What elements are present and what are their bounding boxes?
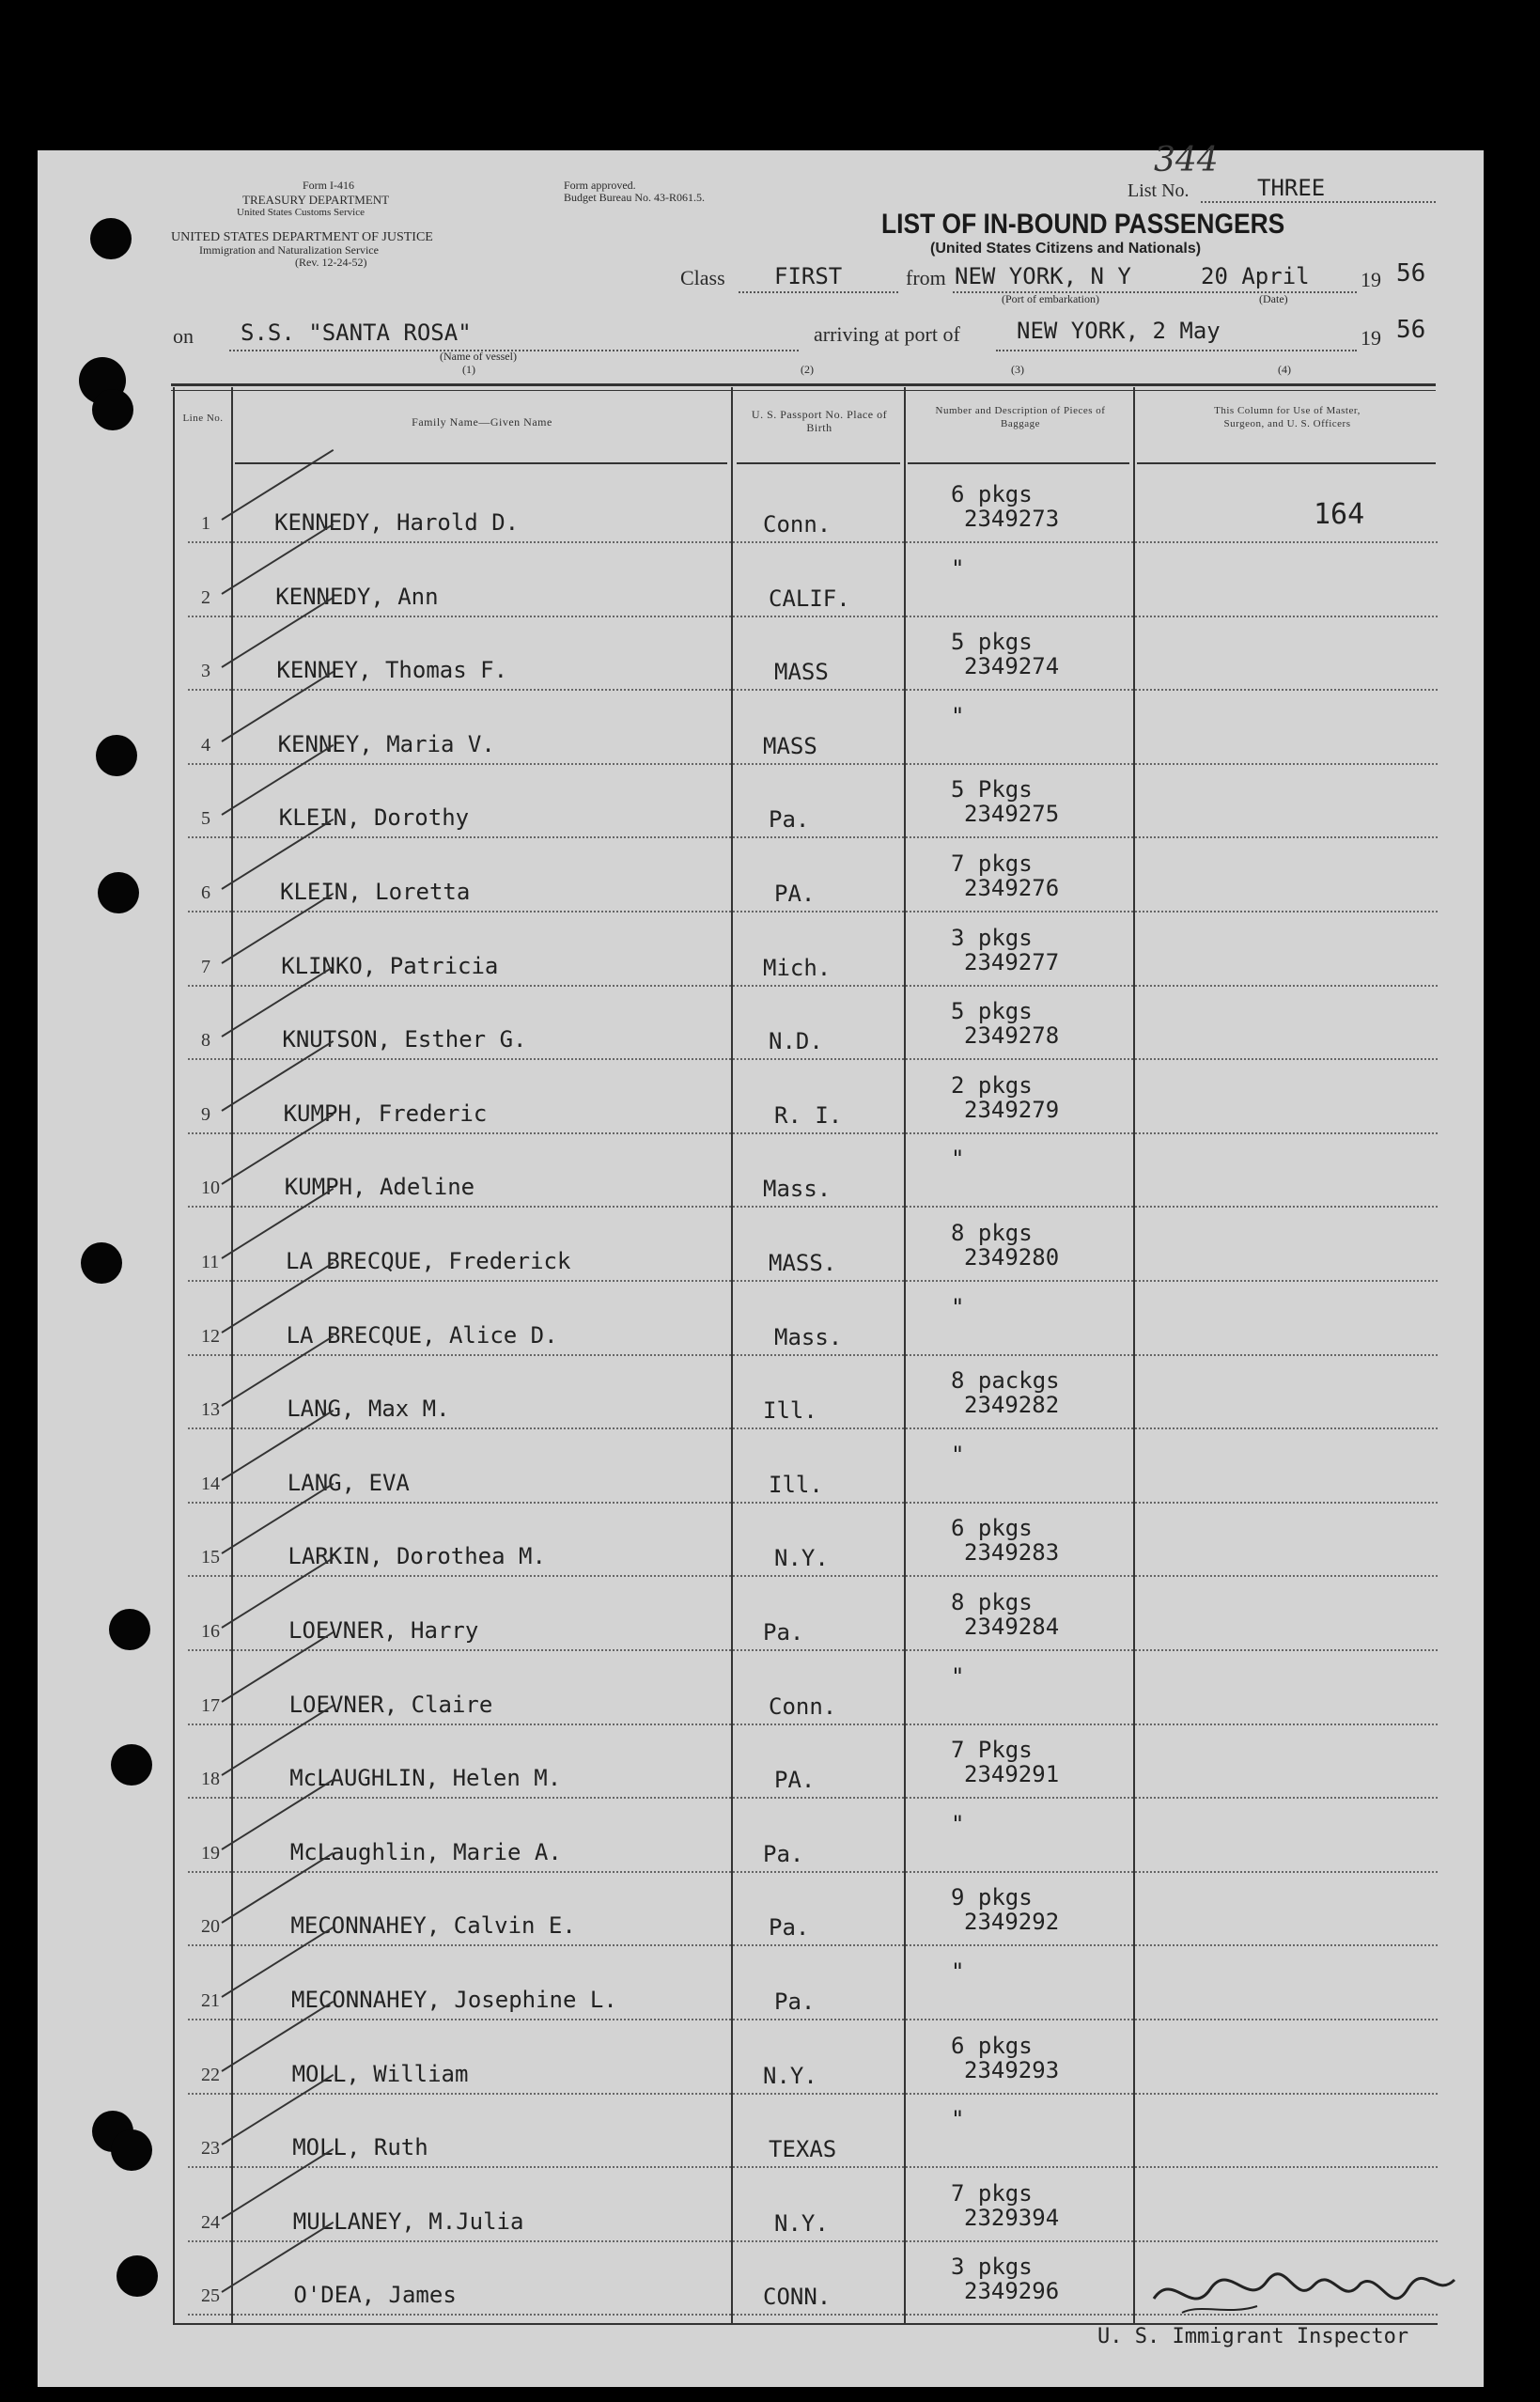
baggage-count: " [951,702,965,729]
page-subtitle: (United States Citizens and Nationals) [930,241,1202,257]
place-of-birth: Ill. [763,1397,817,1425]
place-of-birth: N.Y. [763,2062,817,2089]
baggage-count: " [951,1293,965,1320]
line-number: 5 [201,808,210,830]
class-value: FIRST [774,263,843,289]
line-number: 3 [201,661,210,682]
line-number: 19 [201,1842,220,1864]
line-number: 17 [201,1694,220,1716]
passenger-name: LOEVNER, Harry [288,1617,479,1644]
baggage-count: " [951,2106,965,2133]
baggage-ticket: 2349284 [964,1614,1060,1640]
passenger-name: KENNEY, Maria V. [277,730,495,757]
budget-bureau: Budget Bureau No. 43-R061.5. [564,191,705,204]
row-separator [188,1502,1438,1504]
place-of-birth: Ill. [769,1471,823,1498]
place-of-birth: CONN. [763,2284,832,2311]
baggage-count: 3 pkgs [951,2254,1033,2281]
row-separator [188,2240,1438,2242]
table-top-rule-2 [171,390,1436,391]
passport-col-divider [904,387,906,2325]
place-of-birth: R. I. [774,1101,843,1129]
baggage-ticket: 2349278 [964,1022,1060,1050]
arriving-value: NEW YORK, 2 May [1017,318,1221,344]
line-col-divider [231,387,233,2325]
passenger-name: MOLL, William [291,2060,469,2087]
baggage-ticket: 2349277 [964,948,1060,975]
place-of-birth: Pa. [763,1840,804,1867]
passenger-name: LA BRECQUE, Frederick [286,1248,571,1274]
baggage-count: 7 pkgs [951,850,1033,877]
row-separator [188,2019,1438,2020]
row-separator [188,1354,1438,1356]
punch-hole-icon [96,735,137,776]
baggage-count: 9 pkgs [951,1884,1033,1911]
passenger-name: MOLL, Ruth [292,2134,428,2161]
passenger-name: McLAUGHLIN, Helen M. [289,1765,562,1792]
year-prefix-2: 19 [1361,326,1381,350]
from-date: 20 April [1201,263,1310,289]
place-of-birth: Pa. [763,1619,804,1646]
port-embarkation-caption: (Port of embarkation) [1002,292,1099,305]
row-separator [188,763,1438,765]
revision: (Rev. 12-24-52) [295,256,367,269]
baggage-ticket: 2349276 [964,875,1060,901]
place-of-birth: Mich. [763,954,832,981]
baggage-ticket: 2349292 [964,1909,1060,1936]
row-separator [188,689,1438,691]
passenger-name: KLINKO, Patricia [281,952,499,979]
row-separator [188,1280,1438,1282]
line-number: 24 [201,2211,220,2233]
passenger-name: KENNEDY, Ann [275,583,439,610]
row-separator [188,1724,1438,1725]
class-label: Class [680,266,725,289]
passenger-name: McLaughlin, Marie A. [289,1838,562,1865]
dept-of-justice: UNITED STATES DEPARTMENT OF JUSTICE [171,230,433,244]
passenger-name: KLEIN, Dorothy [278,804,470,832]
header-passport: U. S. Passport No. Place of Birth [751,408,888,434]
passenger-name: KNUTSON, Esther G. [282,1026,527,1053]
row-separator [188,1132,1438,1134]
row-separator [188,1944,1438,1946]
punch-hole-icon [111,2129,152,2171]
line-number: 16 [201,1621,220,1642]
col-num-2: (2) [801,363,814,376]
on-label: on [173,324,194,348]
baggage-count: 7 pkgs [951,2179,1033,2207]
baggage-ticket: 2349291 [964,1761,1060,1788]
line-number: 7 [201,956,210,977]
row-separator [188,541,1438,543]
place-of-birth: Pa. [769,806,810,834]
line-number: 14 [201,1473,220,1494]
punch-hole-icon [98,872,139,913]
passenger-name: MULLANEY, M.Julia [292,2207,524,2235]
baggage-count: " [951,1146,965,1173]
row-separator [188,1427,1438,1429]
baggage-ticket: 2349282 [964,1392,1060,1419]
baggage-count: " [951,1441,965,1468]
row-separator [188,2166,1438,2168]
place-of-birth: N.Y. [774,1545,829,1572]
passenger-name: MECONNAHEY, Calvin E. [290,1912,576,1940]
baggage-col-divider [1133,387,1135,2325]
table-top-rule [171,383,1436,386]
place-of-birth: Mass. [763,1176,832,1203]
line-number: 4 [201,734,210,756]
place-of-birth: Pa. [769,1914,810,1942]
line-number: 21 [201,1990,220,2011]
list-no-line [1201,201,1436,203]
inspector-title: U. S. Immigrant Inspector [1097,2325,1409,2348]
line-number: 13 [201,1399,220,1421]
line-number: 20 [201,1916,220,1938]
customs-service: United States Customs Service [237,207,365,218]
line-number: 9 [201,1103,210,1125]
baggage-ticket: 2349274 [964,653,1060,680]
passenger-name: LANG, EVA [287,1469,410,1496]
line-number: 10 [201,1178,220,1199]
place-of-birth: Mass. [774,1323,843,1350]
baggage-ticket: 2349279 [964,1096,1060,1123]
row-separator [188,836,1438,838]
punch-hole-icon [117,2255,158,2297]
officer-note: 164 [1314,498,1365,531]
baggage-count: " [951,1662,965,1690]
passenger-name: KENNEDY, Harold D. [274,509,520,536]
vessel-caption: (Name of vessel) [440,350,517,363]
place-of-birth: PA. [774,881,816,907]
header-baggage: Number and Description of Pieces of Baggage [935,405,1106,429]
punch-hole-icon [81,1242,122,1284]
baggage-ticket: 2349275 [964,801,1060,828]
place-of-birth: PA. [774,1767,816,1794]
baggage-count: 8 packgs [951,1367,1060,1395]
punch-hole-icon [90,218,132,259]
passenger-name: MECONNAHEY, Josephine L. [291,1987,617,2013]
row-separator [188,985,1438,987]
line-number: 12 [201,1325,220,1347]
baggage-count: 5 pkgs [951,629,1033,656]
passenger-name: LANG, Max M. [287,1396,450,1423]
baggage-ticket: 2349283 [964,1539,1060,1567]
baggage-count: 6 pkgs [951,481,1033,507]
name-col-divider [731,387,733,2325]
baggage-count: 5 Pkgs [951,776,1033,803]
line-number: 2 [201,586,210,608]
baggage-count: " [951,1810,965,1837]
row-separator [188,1871,1438,1873]
row-separator [188,1797,1438,1799]
vessel-name: S.S. "SANTA ROSA" [241,320,472,346]
immigration-service: Immigration and Naturalization Service [199,243,379,257]
place-of-birth: TEXAS [769,2136,837,2163]
passenger-name: LARKIN, Dorothea M. [288,1543,546,1570]
row-separator [188,616,1438,617]
baggage-ticket: 2329394 [964,2204,1060,2231]
date-caption: (Date) [1259,292,1288,305]
baggage-count: 6 pkgs [951,2032,1033,2059]
baggage-count: 6 pkgs [951,1515,1033,1542]
passenger-name: KENNEY, Thomas F. [276,657,508,684]
line-number: 18 [201,1769,220,1790]
form-approved: Form approved. [564,179,636,192]
place-of-birth: N.Y. [774,2209,829,2237]
line-number: 1 [201,513,210,534]
row-separator [188,911,1438,912]
form-number: Form I-416 [303,179,354,192]
passenger-name: KLEIN, Loretta [280,879,471,905]
col-num-1: (1) [462,363,475,376]
line-number: 22 [201,2064,220,2085]
punch-hole-icon [109,1609,150,1650]
header-name: Family Name—Given Name [412,415,552,429]
col-num-3: (3) [1011,363,1024,376]
place-of-birth: N.D. [769,1028,823,1055]
page-title: LIST OF IN-BOUND PASSENGERS [881,209,1285,240]
line-number: 8 [201,1030,210,1052]
punch-hole-icon [92,389,133,430]
list-no-value: THREE [1257,175,1326,201]
list-no-label: List No. [1128,180,1190,201]
passenger-name: O'DEA, James [293,2282,457,2309]
baggage-count: 5 pkgs [951,998,1033,1025]
header-bottom-rule-officers [1137,462,1436,464]
table-left-border [173,387,175,2325]
from-value: NEW YORK, N Y [955,263,1131,289]
place-of-birth: Conn. [769,1692,837,1720]
inspector-signature [1144,2261,1464,2327]
place-of-birth: MASS [763,732,817,759]
row-separator [188,1649,1438,1651]
baggage-count: 3 pkgs [951,924,1033,951]
line-number: 25 [201,2285,220,2307]
passenger-name: LA BRECQUE, Alice D. [286,1321,558,1349]
passenger-name: LOEVNER, Claire [288,1691,493,1718]
baggage-ticket: 2349293 [964,2056,1060,2083]
header-line-no: Line No. [182,413,224,424]
header-officers: This Column for Use of Master, Surgeon, and U. S. Officers [1214,405,1361,429]
place-of-birth: MASS. [769,1250,837,1276]
arriving-label: arriving at port of [814,322,960,346]
year-1: 56 [1396,259,1426,288]
row-separator [188,2093,1438,2095]
place-of-birth: MASS [774,659,829,686]
baggage-count: 8 pkgs [951,1589,1033,1615]
passenger-name: KUMPH, Adeline [284,1174,475,1201]
year-prefix-1: 19 [1361,268,1381,291]
handwritten-page-number: 344 [1154,141,1219,179]
line-number: 6 [201,882,210,903]
baggage-ticket: 2349273 [964,506,1060,532]
baggage-count: 2 pkgs [951,1071,1033,1099]
baggage-count: " [951,1958,965,1985]
header-bottom-rule-baggage [908,462,1129,464]
place-of-birth: CALIF. [769,585,850,612]
col-num-4: (4) [1278,363,1291,376]
line-number: 11 [201,1252,220,1272]
treasury-department: TREASURY DEPARTMENT [242,193,390,207]
year-2: 56 [1396,316,1426,344]
baggage-ticket: 2349296 [964,2278,1060,2305]
passenger-name: KUMPH, Frederic [283,1100,488,1127]
arriving-line [996,350,1357,351]
header-bottom-rule-passport [737,462,900,464]
class-line [739,291,898,293]
baggage-count: 7 Pkgs [951,1737,1033,1764]
row-separator [188,1058,1438,1060]
line-number: 23 [201,2138,220,2160]
punch-hole-icon [111,1744,152,1786]
baggage-count: 8 pkgs [951,1220,1033,1246]
baggage-count: " [951,554,965,582]
from-label: from [906,266,946,289]
place-of-birth: Pa. [774,1989,816,2015]
row-separator [188,1206,1438,1208]
place-of-birth: Conn. [763,511,832,538]
line-number: 15 [201,1547,220,1568]
row-separator [188,1575,1438,1577]
baggage-ticket: 2349280 [964,1244,1060,1271]
